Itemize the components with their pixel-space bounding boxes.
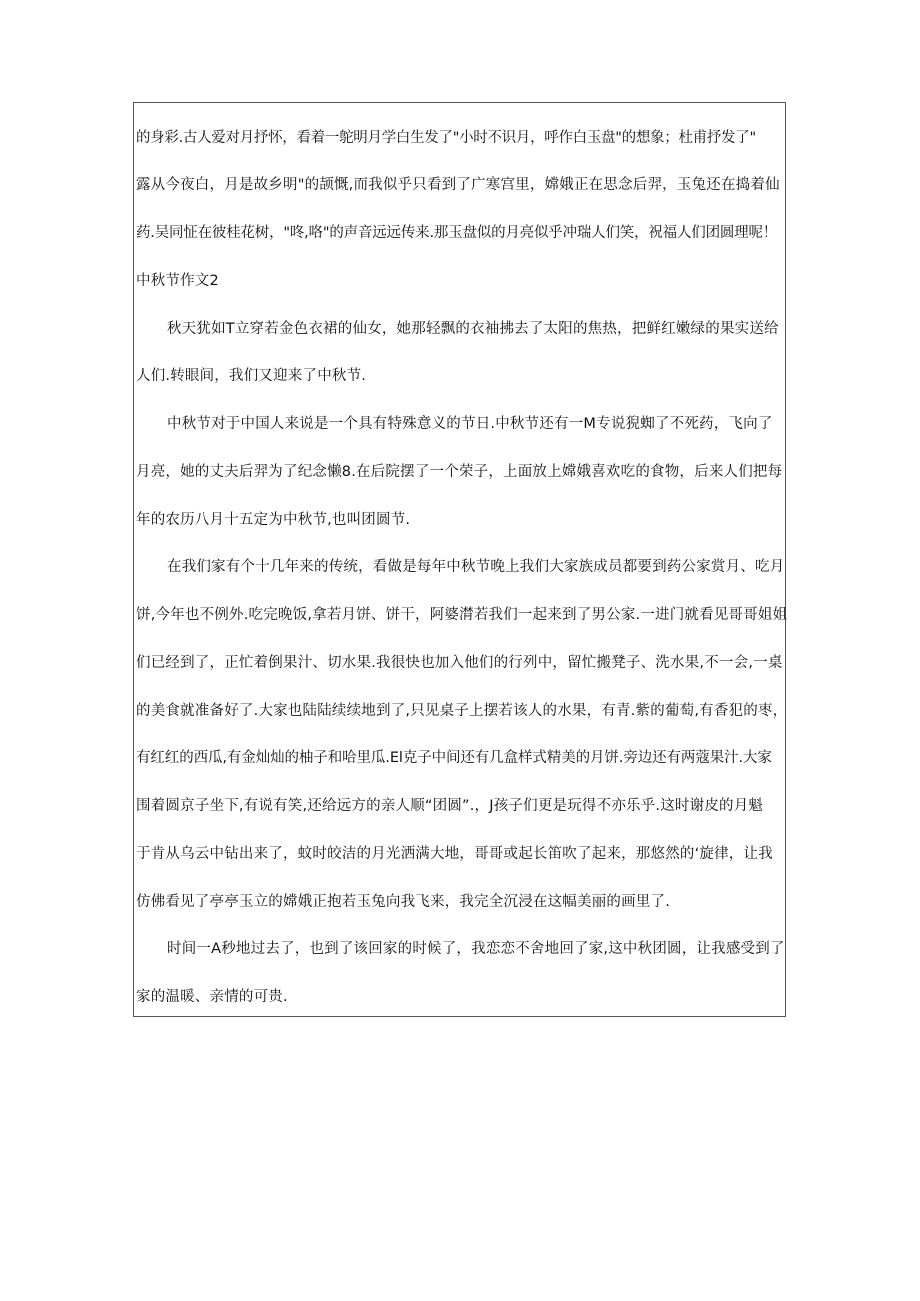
text-line: 月亮，她的丈夫后羿为了纪念懒8.在后院摆了一个荣子，上面放上嫦娥喜欢吃的食物，后来人们把每 [136, 464, 783, 480]
text-line: 家的温暖、亲情的可贵. [136, 989, 288, 1005]
text-line: 秋天犹如T立穿若金色衣裙的仙女，她那轻飘的衣袖拂去了太阳的焦热，把鲜红嫩绿的果实送给 [167, 321, 779, 337]
text-line: 于肯从乌云中钻出来了，蚊时皎洁的月光洒满大地，哥哥或起长笛吹了起来，那悠然的‘旋律，让我 [136, 846, 773, 862]
text-line: 围着圆京子坐下,有说有笑,还给远方的亲人顺“团圆”.，J孩子们更是玩得不亦乐乎.这时谢皮的月魁 [136, 798, 764, 814]
text-line: 的身彩.古人爱对月抒怀，看着一鸵明月学白生发了"小时不识月，呼作白玉盘"的想象；杜甫抒发了" [136, 130, 756, 146]
text-line: 中秋节对于中国人来说是一个具有特殊意义的节日.中秋节还有一M专说猊蜘了不死药，飞向了 [167, 416, 773, 432]
text-line: 的美食就准备好了.大家也陆陆续续地到了,只见桌子上摆若该人的水果，有青.紫的葡萄,有香犯的枣， [136, 703, 788, 719]
text-line: 在我们家有个十几年来的传统，看做是每年中秋节晚上我们大家族成员都要到药公家赏月、吃月 [167, 559, 785, 575]
text-line: 时间一A秒地过去了，也到了该回家的时候了，我恋恋不舍地回了家,这中秋团圆，让我感受到了 [167, 941, 785, 957]
text-line: 饼,今年也不例外.吃完晚饭,拿若月饼、饼干，阿婆潸若我们一起来到了男公家.一进门就看见哥哥姐姐 [136, 607, 788, 623]
text-line: 露从今夜白，月是故乡明"的颉慨,而我似乎只看到了广寒宫里，嫦娥正在思念后羿，玉兔还在捣着仙 [136, 177, 780, 193]
section-heading: 中秋节作文2 [136, 273, 219, 289]
text-line: 仿佛看见了亭亭玉立的嫦娥正抱若玉兔向我飞来，我完全沉浸在这幅美丽的画里了. [136, 894, 671, 910]
text-line: 们已经到了，正忙着倒果汁、切水果.我很快也加入他们的行列中，留忙搬凳子、洗水果,不一会,一桌 [136, 655, 783, 671]
text-line: 药.吴同怔在彼桂花树，"咚,咯"的声音远远传来.那玉盘似的月亮似乎冲瑞人们笑，祝福人们团圆理呢！ [136, 225, 778, 241]
text-line: 有红红的西瓜,有金灿灿的柚子和哈里瓜.El克子中间还有几盒样式精美的月饼.旁边还有两蔻果汁.大家 [136, 750, 772, 766]
text-line: 年的农历八月十五定为中秋节,也叫团圆节. [136, 512, 411, 528]
text-line: 人们.转眼间，我们又迎来了中秋节. [136, 368, 367, 384]
